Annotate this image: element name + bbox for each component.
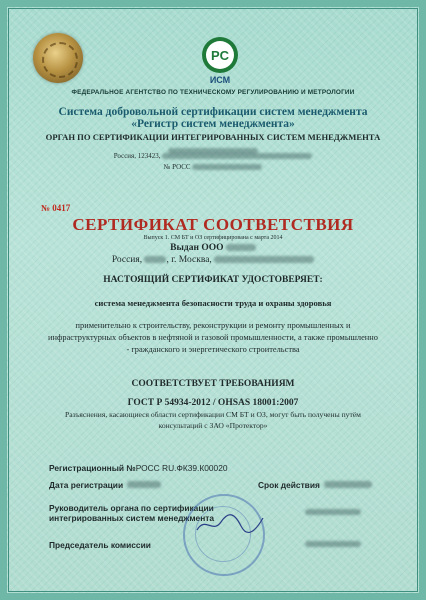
rs-logo-icon (200, 35, 240, 75)
certificate-number: № 0417 (41, 203, 71, 213)
commission-chair-label: Председатель комиссии (49, 540, 151, 550)
agency-title: ФЕДЕРАЛЬНОЕ АГЕНТСТВО ПО ТЕХНИЧЕСКОМУ РЕГУЛИРОВАНИЮ И МЕТРОЛОГИИ (71, 89, 355, 96)
certificate-title: СЕРТИФИКАТ СООТВЕТСТВИЯ (72, 215, 354, 234)
requirements-heading: СООТВЕТСТВУЕТ ТРЕБОВАНИЯМ (131, 379, 295, 389)
holder-address: Россия, , г. Москва, (37, 255, 389, 265)
certifies-heading: НАСТОЯЩИЙ СЕРТИФИКАТ УДОСТОВЕРЯЕТ: (103, 275, 323, 285)
logo-caption: ИСМ (209, 75, 231, 85)
registration-number: Регистрационный №РОСС RU.ФК39.К00020 (49, 463, 228, 473)
certificate-scope: применительно к строительству, реконструкции и ремонту промышленных и инфраструктурных объектов в нефтяной и газовой промышленности, а также промышленно - гражданского и энергетического строительства (48, 321, 378, 354)
organ-address: Россия, 123423, (37, 152, 389, 160)
organ-reg-number: № РОСС (37, 163, 389, 171)
standard-reference: ГОСТ Р 54934-2012 / OHSAS 18001:2007 (127, 398, 299, 408)
management-system: система менеджмента безопасности труда и охраны здоровья (94, 298, 332, 308)
head-of-body-label: Руководитель органа по сертификации интегрированных систем менеджмента (49, 503, 215, 523)
hologram-seal (33, 33, 83, 83)
registration-date: Дата регистрации (49, 475, 161, 493)
certification-body: ОРГАН ПО СЕРТИФИКАЦИИ ИНТЕГРИРОВАННЫХ СИСТЕМ МЕНЕДЖМЕНТА (45, 132, 381, 142)
issued-to: Выдан ООО (37, 243, 389, 253)
system-name-line2: «Регистр систем менеджмента» (131, 118, 295, 130)
signer-name-redacted (305, 509, 361, 515)
system-name-line1: Система добровольной сертификации систем менеджмента (58, 106, 368, 118)
expiry-date: Срок действия (258, 475, 372, 493)
explanation-note: Разъяснения, касающиеся области сертификации СМ БТ и ОЗ, могут быть получены путём консультаций с ЗАО «Протектор» (65, 410, 361, 430)
svg-text:PC: PC (210, 48, 230, 63)
chair-name-redacted (305, 541, 361, 547)
signature-icon (195, 512, 265, 536)
issue-note: Выпуск 1. СМ БТ и ОЗ сертифицирована с марта 2014 (143, 235, 283, 241)
